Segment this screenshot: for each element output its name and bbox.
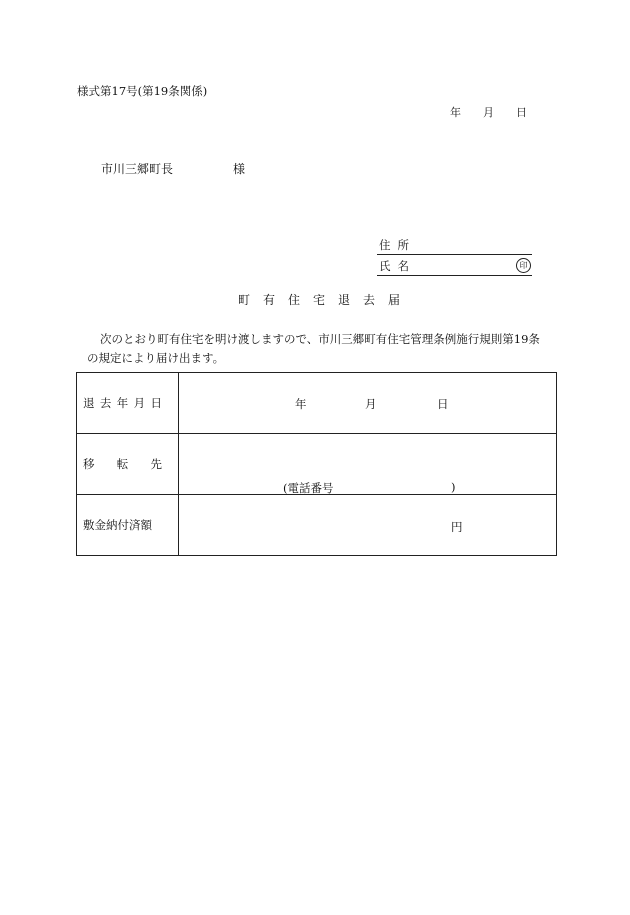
form-table — [76, 372, 557, 556]
name-label: 氏名 — [379, 259, 416, 273]
addressee-honorific: 様 — [233, 162, 246, 176]
submission-date — [450, 104, 527, 120]
applicant-block — [377, 235, 532, 277]
move-out-date-field[interactable] — [179, 373, 557, 434]
date-year-label: 年 — [450, 106, 461, 119]
date-day-label: 日 — [516, 106, 527, 119]
move-out-month-label: 月 — [365, 397, 377, 411]
yen-label: 円 — [451, 520, 463, 534]
body-line-1: 次のとおり町有住宅を明け渡しますので、市川三郷町有住宅管理条例施行規則第19条 — [100, 332, 540, 346]
address-label: 住所 — [379, 238, 416, 252]
date-month-label: 月 — [483, 106, 494, 119]
addressee-name: 市川三郷町長 — [101, 162, 174, 176]
body-line-2: の規定により届け出ます。 — [87, 351, 225, 365]
address-field[interactable] — [377, 235, 532, 255]
phone-number-close: ) — [451, 480, 456, 494]
deposit-amount-field[interactable] — [179, 495, 557, 556]
new-address-label: 移 転 先 — [77, 434, 179, 495]
body-text — [87, 330, 557, 368]
document-title: 町有住宅退去届 — [238, 293, 414, 307]
table-row — [77, 373, 557, 434]
deposit-label: 敷金納付済額 — [77, 495, 179, 556]
table-row — [77, 434, 557, 495]
new-address-field[interactable] — [179, 434, 557, 495]
move-out-year-label: 年 — [295, 397, 307, 411]
table-row — [77, 495, 557, 556]
form-number: 様式第17号(第19条関係) — [77, 84, 208, 98]
move-out-date-label: 退 去 年 月 日 — [77, 373, 179, 434]
move-out-day-label: 日 — [437, 397, 449, 411]
seal-icon: 印 — [516, 258, 531, 273]
name-field[interactable] — [377, 256, 532, 276]
phone-number-label: (電話番号 — [283, 481, 334, 495]
